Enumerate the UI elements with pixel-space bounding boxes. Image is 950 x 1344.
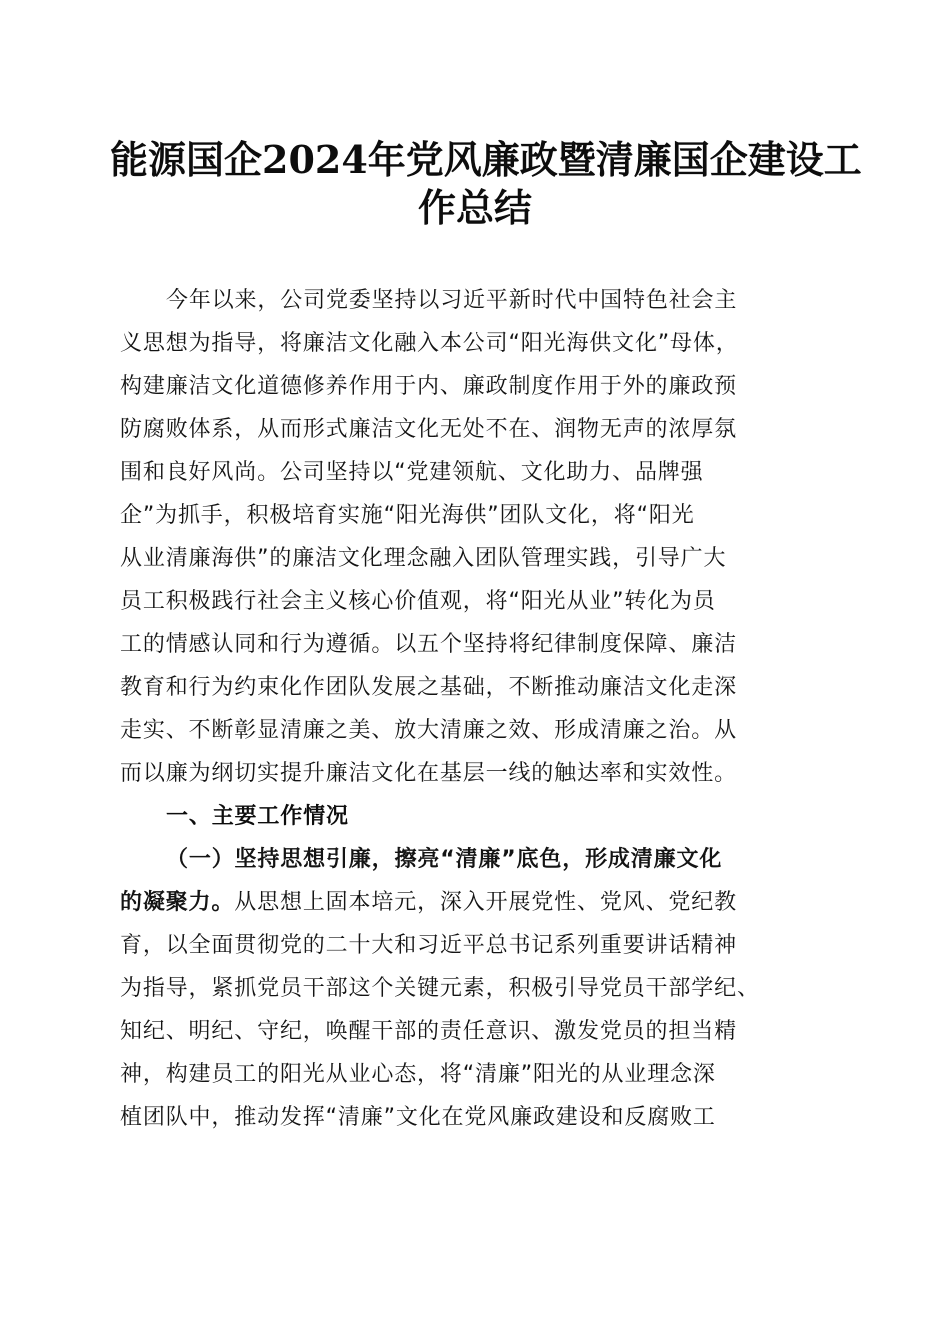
subsection-line: [120, 881, 840, 924]
intro-line: 从业清廉海供”的廉洁文化理念融入团队管理实践，引导广大: [120, 546, 727, 571]
document-title-line-2: 作总结: [417, 185, 532, 230]
intro-line: 义思想为指导，将廉洁文化融入本公司“阳光海供文化”母体，: [120, 331, 739, 356]
subsection-text: 从思想上固本培元，深入开展党性、党风、党纪教: [234, 890, 737, 915]
intro-line: 教育和行为约束化作团队发展之基础，不断推动廉洁文化走深: [120, 675, 737, 700]
intro-line: 企”为抓手，积极培育实施“阳光海供”团队文化，将“阳光: [120, 503, 695, 528]
subsection-line: 神，构建员工的阳光从业心态，将“清廉”阳光的从业理念深: [120, 1062, 716, 1087]
subsection-line: 植团队中，推动发挥“清廉”文化在党风廉政建设和反腐败工: [120, 1105, 716, 1130]
subsection-heading-tail: 的凝聚力。: [120, 890, 235, 915]
intro-line: 今年以来，公司党委坚持以习近平新时代中国特色社会主: [166, 288, 738, 313]
subsection-line: 为指导，紧抓党员干部这个关键元素，积极引导党员干部学纪、: [120, 976, 760, 1001]
intro-line: 构建廉洁文化道德修养作用于内、廉政制度作用于外的廉政预: [120, 374, 737, 399]
intro-line: 围和良好风尚。公司坚持以“党建领航、文化助力、品牌强: [120, 460, 704, 485]
intro-line: 走实、不断彰显清廉之美、放大清廉之效、形成清廉之治。从: [120, 718, 737, 743]
intro-line: 而以廉为纲切实提升廉洁文化在基层一线的触达率和实效性。: [120, 761, 737, 786]
subsection-heading-line: （一）坚持思想引廉，擦亮“清廉”底色，形成清廉文化: [166, 847, 723, 872]
section-heading: 一、主要工作情况: [166, 804, 349, 829]
intro-line: 防腐败体系，从而形式廉洁文化无处不在、润物无声的浓厚氛: [120, 417, 737, 442]
intro-line: 员工积极践行社会主义核心价值观，将“阳光从业”转化为员: [120, 589, 716, 614]
intro-line: 工的情感认同和行为遵循。以五个坚持将纪律制度保障、廉洁: [120, 632, 737, 657]
subsection-line: 知纪、明纪、守纪，唤醒干部的责任意识、激发党员的担当精: [120, 1019, 737, 1044]
subsection-line: 育，以全面贯彻党的二十大和习近平总书记系列重要讲话精神: [120, 933, 737, 958]
document-title-line-1: 能源国企2024年党风廉政暨清廉国企建设工: [110, 137, 862, 182]
